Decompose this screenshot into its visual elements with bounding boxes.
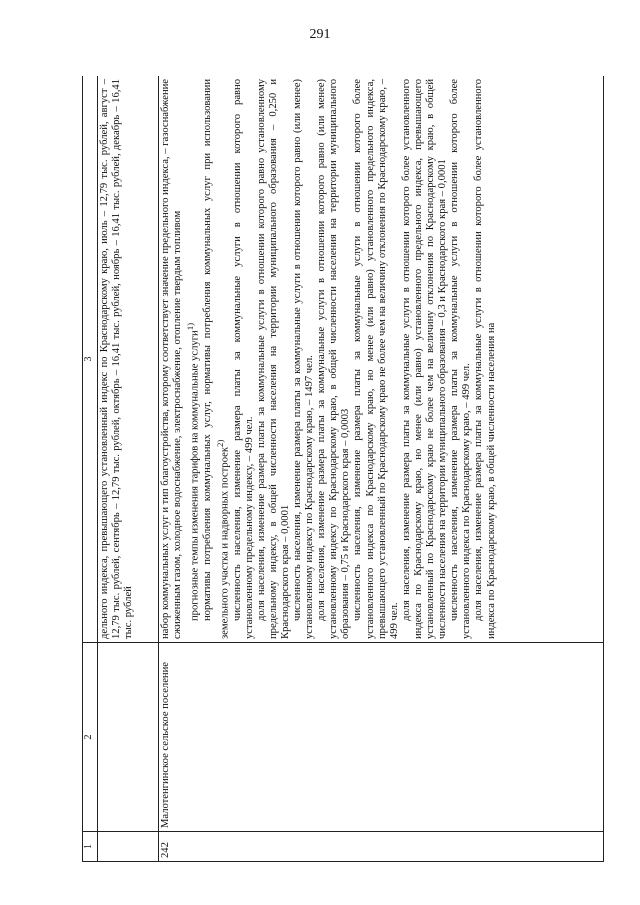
share-above-regional-paragraph: доля населения, изменение размера платы за коммунальные услуги в отношении которого более установленного индекса по Краснодарскому краю, в общей численности населения на [473,79,497,639]
settlement-indices-table [82,76,604,862]
share-below-regional-paragraph: доля населения, изменение размера платы за коммунальные услуги в отношении которого равно (или менее) установленному индексу по Краснодарскому краю, в общей численности населения на территории муниципального образования – 0,75 и Краснодарского края – 0,0003 [316,79,352,639]
rotated-page-content [82,76,604,862]
continued-text: дельного индекса, превышающего установленный индекс по Краснодарскому краю, июль – 12,79 тыс. рублей, август – 12,79 тыс. рублей, сентябрь – 12,79 тыс. рублей, октябрь – 16,41 тыс. рублей, ноябрь – 16,41 тыс. рублей, декабрь – 16,41 тыс. рублей [99,79,135,639]
consumption-norms-paragraph [202,79,232,639]
column-header-1: 1 [83,832,98,862]
share-within-deviation-paragraph: доля населения, изменение размера платы за коммунальные услуги в отношении которого более установленного индекса по Краснодарскому краю, но менее (или равно) установленного предельного индекса, превышающего установленный по Краснодарскому краю не более чем на величину отклонения по Краснодарскому краю, в общей численности населения на территории муниципального образования – 0,3 и Краснодарского края – 0,0001 [400,79,449,639]
population-below-regional-paragraph: численность населения, изменение размера платы за коммунальные услуги в отношении которого равно (или менее) установленному индексу по Краснодарскому краю, – 1497 чел. [292,79,316,639]
continued-row [98,76,159,862]
tariff-forecast-paragraph [184,79,202,639]
footnote-mark-2: 2) [214,439,225,447]
row-number: 242 [159,832,604,862]
footnote-mark-1: 1) [185,322,196,331]
tariff-forecast-text: прогнозные темпы изменения тарифов на коммунальные услуги [189,330,201,621]
continued-row-text [98,76,159,643]
population-within-deviation-paragraph: численность населения, изменение размера платы за коммунальные услуги в отношении которого более установленного индекса по Краснодарскому краю, но менее (или равно) установленного предельного индекса, превышающего установленный по Краснодарскому краю не более чем на величину отклонения по Краснодарскому краю, – 499 чел. [352,79,400,639]
page-number: 291 [309,27,331,42]
continued-row-settlement [98,643,159,832]
continued-row-number [98,832,159,862]
consumption-norms-text: нормативы потребления коммунальных услуг, нормативы потребления коммунальных услуг при использовании земельного участка и надворных построек [201,79,231,639]
service-set-paragraph: набор коммунальных услуг и тип благоустройства, которому соответствует значение предельного индекса, – газоснабжение сжиженным газом, холодное водоснабжение, электроснабжение, отопление твердым топливом [160,79,184,639]
column-header-2: 2 [83,643,98,832]
landscape-table-container [82,76,604,862]
column-header-3: 3 [83,76,98,643]
share-equal-index-paragraph: доля населения, изменение размера платы за коммунальные услуги в отношении которого равно установленному предельному индексу, в общей численности населения на территории муниципального образования – 0,250 и Краснодарского края – 0,0001 [255,79,291,639]
row-details [159,76,604,643]
settlement-name: Малотенгинское сельское поселение [159,643,604,832]
population-above-regional-paragraph: численность населения, изменение размера платы за коммунальные услуги в отношении которого более установленного индекса по Краснодарскому краю, – 499 чел. [449,79,473,639]
table-row-242 [159,76,604,862]
population-equal-index-paragraph: численность населения, изменение размера платы за коммунальные услуги в отношении которого равно установленному предельному индексу, – 499 чел. [231,79,255,639]
table-header-row [83,76,98,862]
